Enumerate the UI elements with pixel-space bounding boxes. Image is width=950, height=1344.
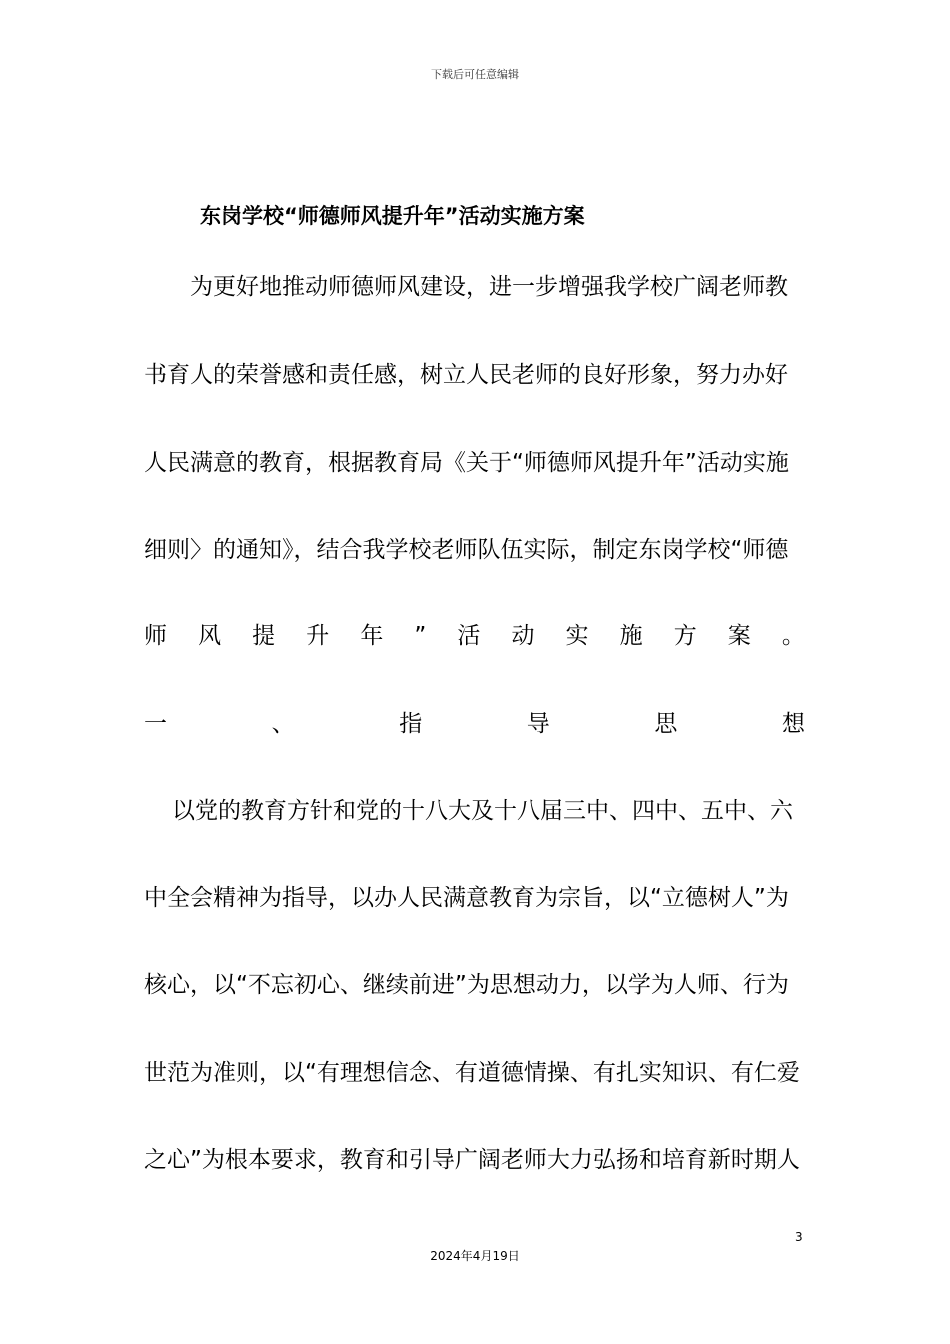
paragraph-line-2: 书育人的荣誉感和责任感，树立人民老师的良好形象，努力办好 [144,362,788,388]
section-heading-char: 、 [271,711,295,737]
justified-char: 案 [727,623,751,649]
paragraph-line-3: 人民满意的教育，根据教育局《关于“师德师风提升年”活动实施 [144,450,789,476]
section-line-4: 世范为准则，以“有理想信念、有道德情操、有扎实知识、有仁爱 [144,1060,800,1086]
justified-char: 风 [198,623,222,649]
justified-char: 升 [306,623,330,649]
section-line-3: 核心，以“不忘初心、继续前进”为思想动力，以学为人师、行为 [144,972,789,998]
justified-char: 实 [565,623,589,649]
footer-date: 2024年4月19日 [430,1249,520,1263]
section-line-5: 之心”为根本要求，教育和引导广阔老师大力弘扬和培育新时期人 [144,1147,800,1173]
section-heading-char: 导 [526,711,550,737]
section-heading-char: 思 [654,711,678,737]
justified-char: 师 [144,623,167,649]
section-heading [144,708,805,740]
justified-char: 施 [619,623,643,649]
justified-char: 方 [673,623,697,649]
paragraph-line-4: 细则〉的通知》，结合我学校老师队伍实际，制定东岗学校“师德 [144,537,789,563]
justified-char: 活 [457,623,481,649]
paragraph-line-1: 为更好地推动师德师风建设，进一步增强我学校广阔老师教 [190,274,788,300]
page-number: 3 [795,1230,803,1244]
justified-char: 年 [360,623,384,649]
justified-line [144,620,805,652]
justified-char: 提 [252,623,276,649]
header-note: 下载后可任意编辑 [431,68,519,81]
justified-char: 动 [511,623,535,649]
section-line-1: 以党的教育方针和党的十八大及十八届三中、四中、五中、六 [172,798,793,824]
section-line-2: 中全会精神为指导，以办人民满意教育为宗旨，以“立德树人”为 [144,885,789,911]
justified-char: 。 [781,623,805,649]
section-heading-char: 指 [399,711,423,737]
section-heading-char: 想 [781,711,805,737]
section-heading-char: 一 [144,711,167,737]
justified-char: ” [414,623,427,649]
document-title: 东岗学校“师德师风提升年”活动实施方案 [200,204,585,228]
